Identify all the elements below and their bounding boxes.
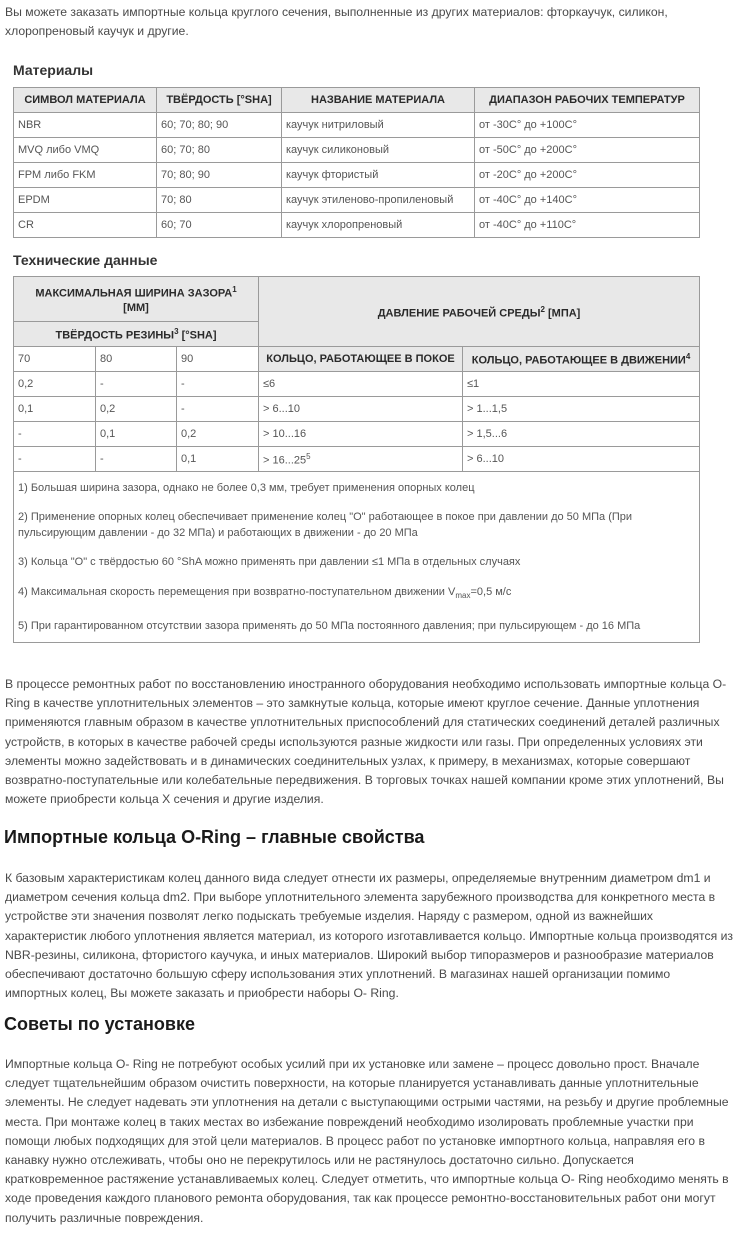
cell-value: - [100,453,104,465]
table-cell [463,422,700,447]
hardness-header-cell [14,322,259,347]
tech-table [13,276,700,643]
header-cell: СИМВОЛ МАТЕРИАЛА [14,88,157,113]
table-cell [463,372,700,397]
table-header-row [14,88,700,113]
table-row [14,163,700,188]
header-cell: НАЗВАНИЕ МАТЕРИАЛА [282,88,475,113]
cell-value: ≤1 [467,378,480,390]
cell-value: 0,1 [18,403,34,415]
static-header-cell [259,347,463,372]
table-cell [177,397,259,422]
cell-value: > 16...25 [263,454,307,467]
table-cell: 70; 80; 90 [157,163,282,188]
table-row [14,397,700,422]
cell-value: - [100,378,104,390]
cell-sup: 5 [306,451,311,461]
table-cell: 60; 70 [157,213,282,238]
table-cell [96,372,177,397]
table-row [14,372,700,397]
table-row [14,447,700,472]
materials-table [13,87,700,238]
dynamic-header-sup: 4 [685,352,691,362]
note-row [14,504,700,546]
table-cell: CR [14,213,157,238]
table-cell: каучук нитриловый [282,113,475,138]
table-row [14,188,700,213]
cell-value: - [181,403,185,415]
header-cell: ДИАПАЗОН РАБОЧИХ ТЕМПЕРАТУР [475,88,700,113]
intro-text: Вы можете заказать импортные кольца круглого сечения, выполненные из других материалов: фторкаучук, силикон, хлоропреновый каучук и другие. [5,5,668,39]
table-header-row [14,277,700,322]
cell-value: > 6...10 [263,403,301,415]
table-cell: FPM либо FKM [14,163,157,188]
table-cell [177,372,259,397]
table-cell [14,372,96,397]
table-cell: MVQ либо VMQ [14,138,157,163]
table-cell [259,397,463,422]
table-cell [463,397,700,422]
hardness-header-sup: 3 [174,326,179,336]
hardness-header-label: ТВЁРДОСТЬ РЕЗИНЫ [55,329,175,342]
table-cell [177,422,259,447]
cell-value: > 1...1,5 [467,403,508,415]
table-cell: от -50С° до +200С° [475,138,700,163]
table-cell [14,447,96,472]
cell-value: 0,2 [18,378,34,390]
section-heading-properties: Импортные кольца O-Ring – главные свойства [4,827,425,847]
table-cell [177,447,259,472]
dynamic-header-cell [463,347,700,372]
header-cell: ТВЁРДОСТЬ [°SHA] [157,88,282,113]
pressure-header-sup: 2 [540,304,545,314]
table-cell [259,447,463,472]
table-cell [14,397,96,422]
table-cell [96,422,177,447]
table-cell: каучук фтористый [282,163,475,188]
hardness-header-unit: [°SHA] [181,329,217,342]
table-cell [259,422,463,447]
pressure-header-label: ДАВЛЕНИЕ РАБОЧЕЙ СРЕДЫ [377,307,541,320]
cell-value: 0,1 [181,453,197,465]
gap-header-sup: 1 [232,284,237,294]
note-4-suffix: =0,5 м/с [470,585,512,598]
table-cell: каучук этиленово-пропиленовый [282,188,475,213]
note-text: 3) Кольца "О" с твёрдостью 60 °ShA можно применять при давлении ≤1 МПа в отдельных случаях [14,546,700,578]
cell-value: ≤6 [263,378,276,390]
cell-value: 0,1 [100,428,116,440]
table-cell [14,422,96,447]
section-heading-install: Советы по установке [4,1014,196,1034]
body-paragraph-3: Импортные кольца О- Ring не потребуют особых усилий при их установке или замене – процесс довольно прост. Вначале следует тщательнейшим образом очистить поверхности, на которые планируется устанавливать данные уплотнительные элементы. Не следует надевать эти уплотнения на детали с выступающими острыми частями, на резьбу и другие проблемные места. При монтаже колец в таких местах во избежание повреждений необходимо изолировать проблемные участки при помощи любых подходящих для этой цели материалов. В процесс работ по установке импортного кольца, направляя его в канавку нужно отслеживать, чтобы оно не перекрутилось или не растянулось достаточно сильно. Допускается кратковременное растяжение устанавливаемых колец. Следует отметить, что импортные кольца О- Ring необходимо менять в ходе проведения каждого планового ремонта оборудования, так как процессе ремонтно-восстановительных работ они могут получить различные повреждения. [5,1057,729,1225]
table-cell [96,447,177,472]
table-row [14,113,700,138]
note-row [14,610,700,643]
gap-header-unit: [ММ] [123,302,149,315]
table-cell [96,397,177,422]
table-cell [259,372,463,397]
table-cell: 60; 70; 80 [157,138,282,163]
gap-header-label: МАКСИМАЛЬНАЯ ШИРИНА ЗАЗОРА [35,287,233,300]
cell-value: > 10...16 [263,428,307,440]
table-header-row [14,347,700,372]
table-cell [463,447,700,472]
table-cell: от -20С° до +200С° [475,163,700,188]
cell-value: - [181,378,185,390]
note-text: 1) Большая ширина зазора, однако не более 0,3 мм, требует применения опорных колец [14,472,700,505]
hardness-value-cell: 70 [14,347,96,372]
hardness-value-cell: 90 [177,347,259,372]
table-row [14,422,700,447]
hardness-value-cell: 80 [96,347,177,372]
body-paragraph-1: В процессе ремонтных работ по восстановлению иностранного оборудования необходимо использовать импортные кольца O-Ring в качестве уплотнительных элементов – это замкнутые кольца, которые имеют круглое сечение. Данные уплотнения применяются главным образом в качестве уплотнительных приспособлений для статических соединений деталей различных устройств, в которых в качестве рабочей среды используются разные жидкости или газы. При определенных условиях эти элементы можно задействовать и в динамических соединительных узлах, к примеру, в механизмах, которые совершают возвратно-поступательные или колебательные передвижения. В торговых точках нашей компании кроме этих уплотнений, Вы можете приобрести кольца X сечения и другие изделия. [5,677,727,807]
table-cell: от -40С° до +140С° [475,188,700,213]
note-4-prefix: 4) Максимальная скорость перемещения при возвратно-поступательном движении V [18,585,456,598]
static-header-label: КОЛЬЦО, РАБОТАЮЩЕЕ В ПОКОЕ [266,352,455,365]
cell-value: > 6...10 [467,453,505,465]
table-cell: от -40С° до +110С° [475,213,700,238]
note-row [14,472,700,505]
table-cell: 70; 80 [157,188,282,213]
table-cell: NBR [14,113,157,138]
note-row [14,578,700,610]
table-cell: EPDM [14,188,157,213]
cell-value: - [18,428,22,440]
note-text: 5) При гарантированном отсутствии зазора применять до 50 МПа постоянного давления; при пульсирующем - до 16 МПа [14,610,700,643]
body-paragraph-2: К базовым характеристикам колец данного вида следует отнести их размеры, определяемые внутренним диаметром dm1 и диаметром сечения кольца dm2. При выборе уплотнительного элемента зарубежного производства для конкретного места в устройстве эти значения позволят легко подыскать требуемые изделия. Наряду с размером, одной из важнейших характеристик любого уплотнения является материал, из которого изготавливается кольцо. Импортные кольца производятся из NBR-резины, силикона, фтористого каучука, и иных материалов. Широкий выбор типоразмеров и разнообразие материалов обеспечивают достаточно большую сферу использования этих уплотнений. В магазинах нашей организации помимо импортных колец, Вы можете заказать и приобрести наборы О- Ring. [5,871,733,1001]
note-text: 2) Применение опорных колец обеспечивает применение колец "О" работающее в покое при давлении до 50 МПа (При пульсирующим давлении - до 32 МПа) и работающих в движении - до 20 МПа [14,504,700,546]
dynamic-header-label: КОЛЬЦО, РАБОТАЮЩЕЕ В ДВИЖЕНИИ [471,354,686,367]
pressure-header-unit: [МПА] [548,307,581,320]
gap-header-cell [14,277,259,322]
cell-value: 0,2 [181,428,197,440]
note-4-sub: max [455,591,471,601]
pressure-header-cell [259,277,700,347]
table-cell: от -30С° до +100С° [475,113,700,138]
table-cell: 60; 70; 80; 90 [157,113,282,138]
cell-value: > 1,5...6 [467,428,508,440]
table-row [14,213,700,238]
note-row [14,546,700,578]
table-cell: каучук силиконовый [282,138,475,163]
note-text-4 [14,578,700,610]
cell-value: - [18,453,22,465]
materials-heading: Материалы [13,62,94,78]
cell-value: 0,2 [100,403,116,415]
tech-heading: Технические данные [13,252,158,268]
table-row [14,138,700,163]
table-cell: каучук хлоропреновый [282,213,475,238]
